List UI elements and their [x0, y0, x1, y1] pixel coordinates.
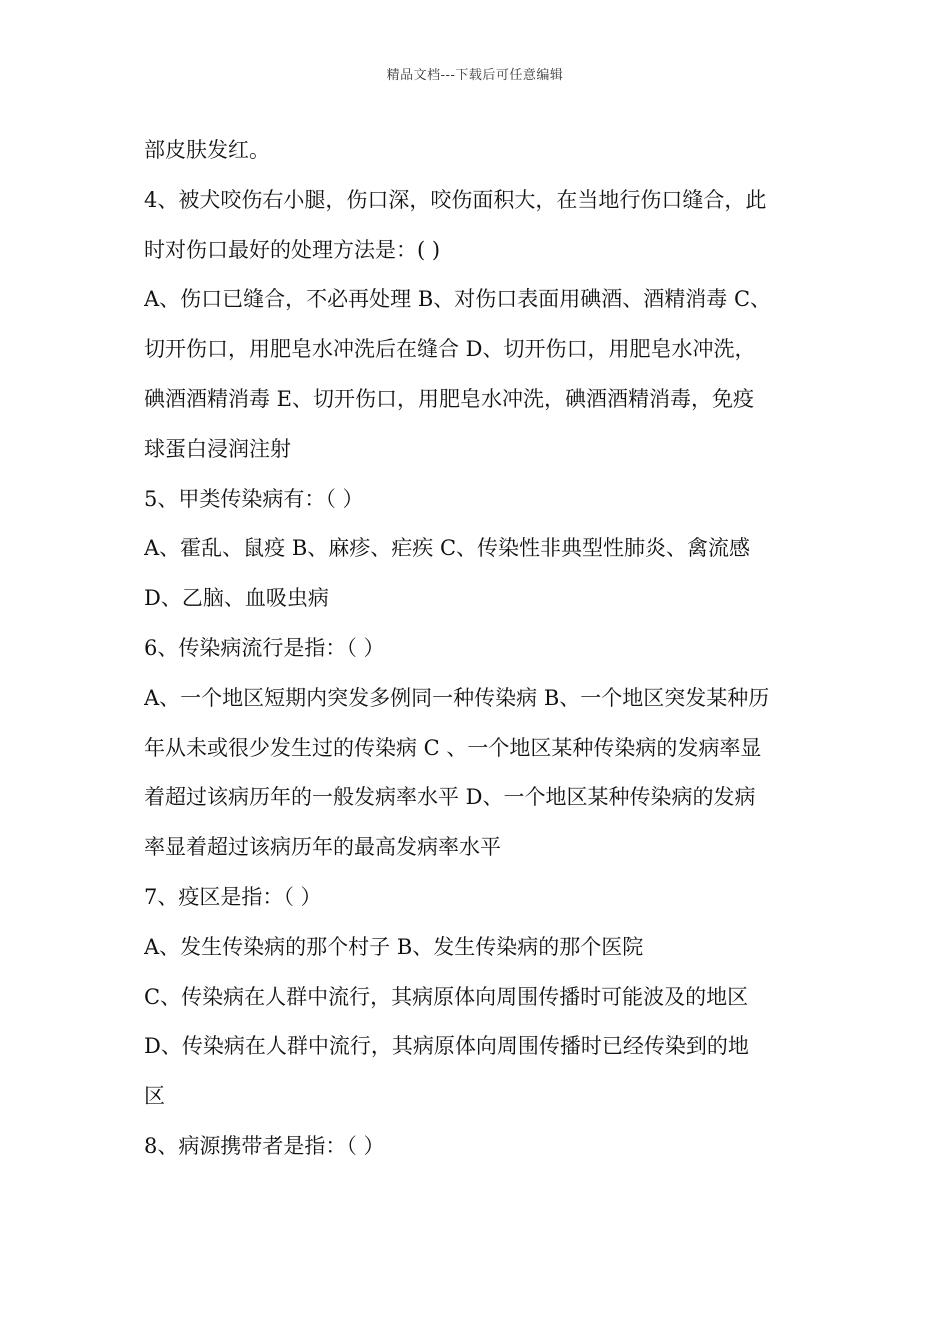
question-6-options: 率显着超过该病历年的最高发病率水平 [144, 835, 501, 860]
question-4-stem: 4、被犬咬伤右小腿，伤口深，咬伤面积大，在当地行伤口缝合，此 [144, 187, 767, 212]
question-4-stem: 时对伤口最好的处理方法是：( ) [144, 237, 441, 262]
question-6-stem: 6、传染病流行是指：（ ） [144, 635, 385, 660]
text-line: 部皮肤发红。 [144, 138, 270, 162]
question-5-options: D、乙脑、血吸虫病 [144, 586, 329, 611]
question-6-options: A、一个地区短期内突发多例同一种传染病 B、一个地区突发某种历 [144, 685, 770, 710]
question-4-options: 切开伤口，用肥皂水冲洗后在缝合 D、切开伤口，用肥皂水冲洗， [144, 337, 756, 362]
question-6-options: 着超过该病历年的一般发病率水平 D、一个地区某种传染病的发病 [144, 785, 756, 810]
question-8-stem: 8、病源携带者是指：（ ） [144, 1133, 385, 1158]
question-5-stem: 5、甲类传染病有：（ ） [144, 486, 364, 511]
question-7-options: A、发生传染病的那个村子 B、发生传染病的那个医院 [144, 934, 644, 959]
question-6-options: 年从未或很少发生过的传染病 C 、一个地区某种传染病的发病率显 [144, 735, 762, 760]
question-7-stem: 7、疫区是指：（ ） [144, 884, 322, 909]
document-body [144, 126, 814, 1172]
question-4-options: 球蛋白浸润注射 [144, 436, 291, 461]
page-header: 精品文档---下载后可任意编辑 [386, 68, 564, 83]
question-4-options: 碘酒酒精消毒 E、切开伤口，用肥皂水冲洗，碘酒酒精消毒，免疫 [144, 386, 755, 411]
question-7-options: D、传染病在人群中流行，其病原体向周围传播时已经传染到的地 [144, 1034, 749, 1059]
question-7-options: 区 [144, 1084, 165, 1109]
question-5-options: A、霍乱、鼠疫 B、麻疹、疟疾 C、传染性非典型性肺炎、禽流感 [144, 536, 751, 561]
question-7-options: C、传染病在人群中流行，其病原体向周围传播时可能波及的地区 [144, 984, 749, 1009]
question-4-options: A、伤口已缝合，不必再处理 B、对伤口表面用碘酒、酒精消毒 C、 [144, 287, 772, 312]
